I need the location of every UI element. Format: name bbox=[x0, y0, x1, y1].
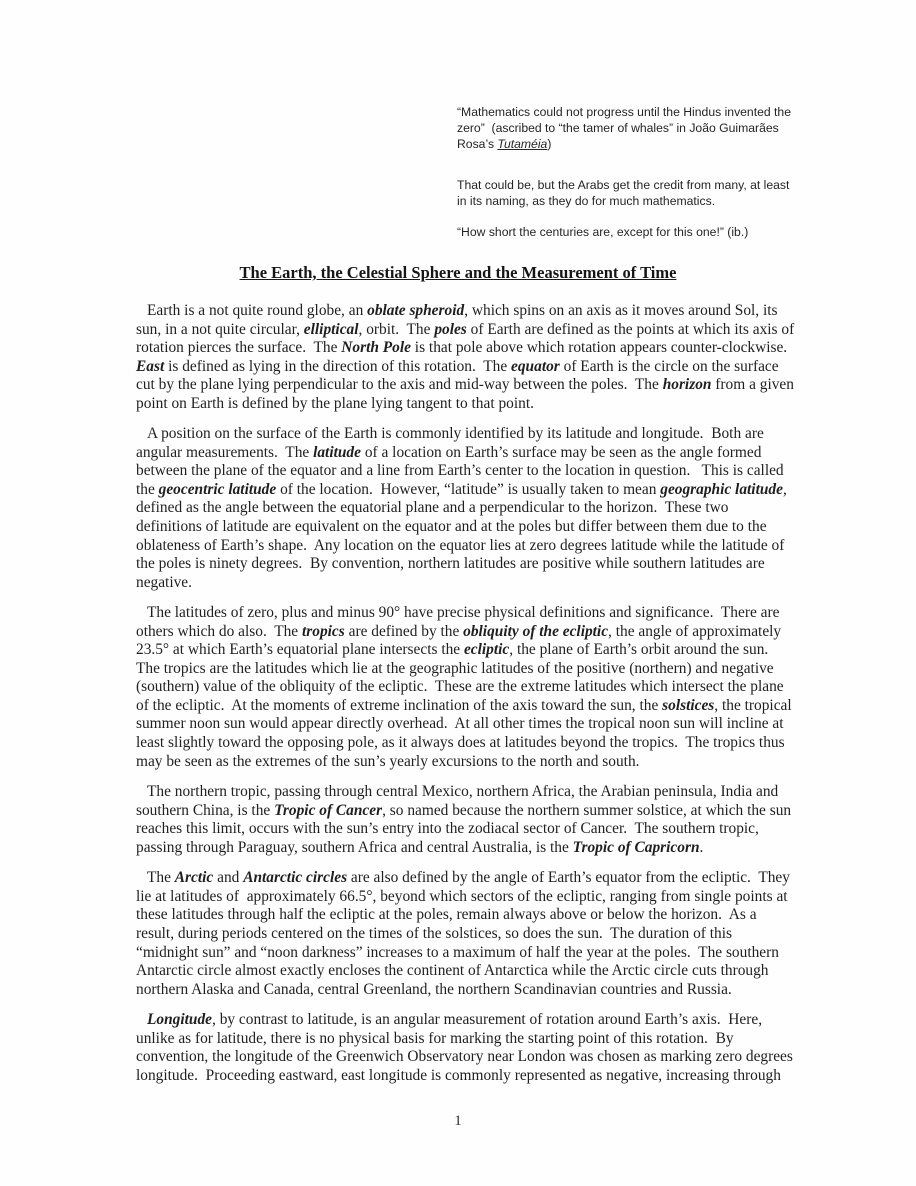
page-title bbox=[0, 263, 916, 283]
epigraph-quote-1: “Mathematics could not progress until the Hindus invented the zero” (ascribed to “the tamer of whales” in João Guimarães Rosa’s Tutaméia) bbox=[457, 105, 795, 151]
body-paragraph-3: The latitudes of zero, plus and minus 90° have precise physical definitions and significance. There are others which do also. The tropics are defined by the obliquity of the ecliptic, the angle of approximately 23.5° at which Earth’s equatorial plane intersects the ecliptic, the plane of Earth’s orbit around the sun. The tropics are the latitudes which lie at the geographic latitudes of the positive (northern) and negative (southern) value of the obliquity of the ecliptic. These are the extreme latitudes which intersect the plane of the ecliptic. At the moments of extreme inclination of the axis toward the sun, the solstices, the tropical summer noon sun would appear directly overhead. At all other times the tropical noon sun will incline at least slightly toward the opposing pole, as it always does at latitudes beyond the tropics. The tropics thus may be seen as the extremes of the sun’s yearly excursions to the north and south. bbox=[136, 604, 796, 770]
page-number: 1 bbox=[454, 1113, 462, 1129]
body-paragraph-5: The Arctic and Antarctic circles are also defined by the angle of Earth’s equator from the ecliptic. They lie at latitudes of approximately 66.5°, beyond which sectors of the ecliptic, ranging from single points at these latitudes through half the ecliptic at the poles, remain always above or below the horizon. As a result, during periods centered on the times of the solstices, so does the sun. The duration of this “midnight sun” and “noon darkness” increases to a maximum of half the year at the poles. The southern Antarctic circle almost exactly encloses the continent of Antarctica while the Arctic circle cuts through northern Alaska and Canada, central Greenland, the northern Scandinavian countries and Russia. bbox=[136, 869, 794, 998]
body-paragraph-1: Earth is a not quite round globe, an oblate spheroid, which spins on an axis as it moves around Sol, its sun, in a not quite circular, elliptical, orbit. The poles of Earth are defined as the points at which its axis of rotation pierces the surface. The North Pole is that pole above which rotation appears counter-clockwise. East is defined as lying in the direction of this rotation. The equator of Earth is the circle on the surface cut by the plane lying perpendicular to the axis and mid-way between the poles. The horizon from a given point on Earth is defined by the plane lying tangent to that point. bbox=[136, 302, 799, 412]
page-title-text: The Earth, the Celestial Sphere and the Measurement of Time bbox=[239, 263, 677, 282]
body-paragraph-2: A position on the surface of the Earth is commonly identified by its latitude and longitude. Both are angular measurements. The latitude of a location on Earth’s surface may be seen as the angle formed between the plane of the equator and a line from Earth’s center to the location in question. This is called the geocentric latitude of the location. However, “latitude” is usually taken to mean geographic latitude, defined as the angle between the equatorial plane and a perpendicular to the horizon. These two definitions of latitude are equivalent on the equator and at the poles but differ between them due to the oblateness of Earth’s shape. Any location on the equator lies at zero degrees latitude while the latitude of the poles is ninety degrees. By convention, northern latitudes are positive while southern latitudes are negative. bbox=[136, 425, 791, 591]
document-body bbox=[136, 302, 799, 1097]
epigraph-quote-3: “How short the centuries are, except for this one!” (ib.) bbox=[457, 224, 749, 239]
body-paragraph-4: The northern tropic, passing through central Mexico, northern Africa, the Arabian peninsula, India and southern China, is the Tropic of Cancer, so named because the northern summer solstice, at which the sun reaches this limit, occurs with the sun’s entry into the zodiacal sector of Cancer. The southern tropic, passing through Paraguay, southern Africa and central Australia, is the Tropic of Capricorn. bbox=[136, 783, 795, 856]
epigraph-block bbox=[457, 105, 793, 241]
epigraph-quote-2: That could be, but the Arabs get the credit from many, at least in its naming, as they do for much mathematics. bbox=[457, 178, 793, 209]
body-paragraph-6: Longitude, by contrast to latitude, is an angular measurement of rotation around Earth’s axis. Here, unlike as for latitude, there is no physical basis for marking the starting point of this rotation. By convention, the longitude of the Greenwich Observatory near London was chosen as marking zero degrees longitude. Proceeding eastward, east longitude is commonly represented as negative, increasing through bbox=[136, 1011, 797, 1084]
